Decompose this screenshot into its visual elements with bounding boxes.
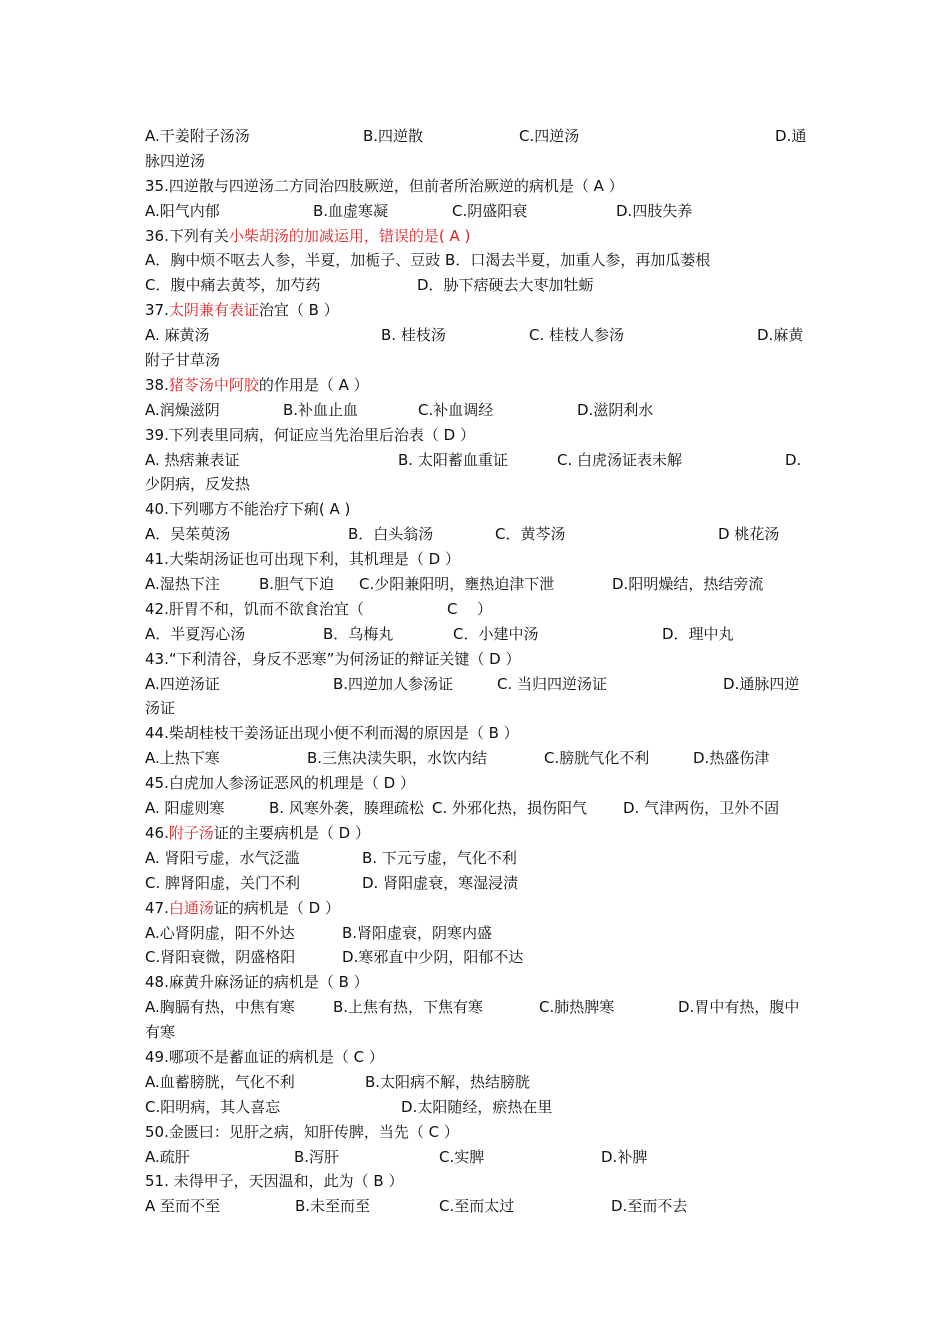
answer-option: D.太阳随经，瘀热在里 [401,1097,553,1116]
answer-option: A.上热下寒 [145,749,220,768]
answer-option: C. 桂枝人参汤 [529,326,625,345]
answer-option: C. 当归四逆汤证 [497,674,608,693]
answer-option: C.肺热脾寒 [539,998,615,1017]
answer-option: A.干姜附子汤汤 [145,127,250,145]
answer-option: B.四逆加人参汤证 [333,674,454,693]
line-text: 37. [145,301,169,320]
line-text: 51. 未得甲子，天因温和，此为（ B ） [145,1172,404,1191]
answer-option: A.胸膈有热，中焦有寒 [145,998,295,1017]
text-line [145,423,810,448]
answer-option: D.胃中有热，腹中 [678,998,800,1017]
answer-option: D 桃花汤 [718,525,780,544]
text-line [145,1070,810,1095]
line-text: 证的主要病机是（ D ） [213,823,370,842]
text-line [145,896,810,921]
line-text: 46. [145,823,169,842]
answer-option: B.太阳病不解，热结膀胱 [365,1072,531,1091]
question-line [145,298,339,323]
text-line [145,746,810,771]
answer-option: B. 下元亏虚，气化不利 [362,848,517,867]
answer-option: C.补血调经 [418,400,494,419]
answer-option: C.实脾 [439,1147,485,1166]
highlighted-text: 白通汤 [168,898,214,917]
text-line [145,921,810,946]
answer-option: B. 太阳蓄血重证 [398,450,508,469]
answer-option: C.阳明病，其人喜忘 [145,1097,281,1116]
answer-option: A.湿热下注 [145,575,220,594]
answer-option: D．胁下痞硬去大枣加牡蛎 [417,276,594,295]
text-line [145,970,810,995]
question-line [145,224,470,249]
answer-option: D. [785,450,802,469]
line-text: 40.下列哪方不能治疗下痢( A ) [145,500,351,519]
line-text: 证的病机是（ D ） [213,898,340,917]
text-line [145,373,810,398]
answer-option: C．腹中痛去黄芩，加芍药 [145,276,321,295]
answer-option: A. 肾阳亏虚，水气泛滥 [145,848,300,867]
answer-option: A.四逆汤证 [145,674,220,693]
text-line [145,248,810,273]
answer-option: C.肾阳衰微，阴盛格阳 [145,948,296,967]
answer-option: 42.肝胃不和，饥而不欲食治宜（ [145,599,364,618]
text-line [145,696,810,721]
text-line [145,149,810,174]
answer-option: D.寒邪直中少阴，阳郁不达 [342,948,524,967]
answer-option: B.上焦有热，下焦有寒 [333,998,484,1017]
line-text: 41.大柴胡汤证也可出现下利，其机理是（ D ） [145,550,460,569]
answer-option: D. 气津两伤，卫外不固 [623,799,780,818]
highlighted-text: 太阴兼有表证 [168,301,259,320]
answer-option: C. 脾肾阳虚，关门不利 [145,873,301,892]
answer-option: D.热盛伤津 [693,749,770,768]
answer-option: B.未至而至 [295,1197,371,1216]
answer-option: C [447,599,458,618]
text-line [145,572,810,597]
text-line [145,647,810,672]
answer-option: D.通脉四逆 [723,674,800,693]
answer-option: A. 麻黄汤 [145,326,210,345]
text-line [145,174,810,199]
answer-option: A. 热痞兼表证 [145,450,240,469]
answer-option: B.补血止血 [283,400,359,419]
highlighted-text: 小柴胡汤的加减运用，错误的是( A ) [228,226,471,245]
text-line [145,597,810,622]
answer-option: D.阳明燥结，热结旁流 [612,575,764,594]
text-line [145,721,810,746]
answer-option: C.至而太过 [439,1197,515,1216]
answer-option: C. 白虎汤证表未解 [557,450,683,469]
line-text: 35.四逆散与四逆汤二方同治四肢厥逆，但前者所治厥逆的病机是（ A ） [145,176,624,195]
answer-option: B.血虚寒凝 [313,201,389,220]
question-line [145,896,340,921]
line-text: 脉四逆汤 [145,151,206,170]
answer-option: D.四肢失养 [616,201,693,220]
line-text: 39.下列表里同病，何证应当先治里后治表（ D ） [145,425,475,444]
line-text: A．胸中烦不呕去人参，半夏，加栀子、豆豉 B．口渴去半夏，加重人参，再加瓜蒌根 [145,251,711,270]
text-line [145,273,810,298]
text-line [145,1120,810,1145]
text-line [145,323,810,348]
answer-option: B．乌梅丸 [323,624,394,643]
line-text: 47. [145,898,169,917]
text-line [145,1194,810,1219]
answer-option: A 至而不至 [145,1197,221,1216]
answer-option: ） [477,599,493,618]
text-line [145,1095,810,1120]
text-line [145,995,810,1020]
line-text: 少阴病，反发热 [145,475,251,494]
line-text: 49.哪项不是蓄血证的病机是（ C ） [145,1047,384,1066]
text-line [145,199,810,224]
line-text: 36.下列有关 [145,226,229,245]
text-line [145,1020,810,1045]
text-line [145,1169,810,1194]
answer-option: B.三焦决渎失职，水饮内结 [307,749,488,768]
answer-option: A.阳气内郁 [145,201,220,220]
answer-option: A.血蓄膀胱，气化不利 [145,1072,295,1091]
answer-option: C.少阳兼阳明，壅热迫津下泄 [359,575,555,594]
answer-option: B．白头翁汤 [348,525,434,544]
answer-option: C.膀胱气化不利 [544,749,650,768]
answer-option: B.泻肝 [294,1147,340,1166]
line-text: 44.柴胡桂枝干姜汤证出现小便不利而渴的原因是（ B ） [145,724,519,743]
line-text: 48.麻黄升麻汤证的病机是（ B ） [145,973,369,992]
text-line [145,771,810,796]
line-text: 治宜（ B ） [258,301,339,320]
text-line [145,846,810,871]
line-text: 汤证 [145,699,176,718]
answer-option: C.阴盛阳衰 [452,201,528,220]
text-line [145,796,810,821]
text-line [145,448,810,473]
answer-option: B.四逆散 [363,127,424,145]
line-text: 45.白虎加人参汤证恶风的机理是（ D ） [145,774,415,793]
answer-option: B.肾阳虚衰，阴寒内盛 [342,923,493,942]
answer-option: D.至而不去 [611,1197,688,1216]
text-line [145,124,810,149]
text-line [145,1145,810,1170]
text-line [145,348,810,373]
line-text: 有寒 [145,1023,176,1042]
text-line [145,945,810,970]
answer-option: D.滋阴利水 [577,400,654,419]
line-text: 50.金匮曰：见肝之病，知肝传脾，当先（ C ） [145,1122,459,1141]
text-line [145,672,810,697]
answer-option: B. 桂枝汤 [381,326,446,345]
line-text: 38. [145,375,169,394]
text-line [145,871,810,896]
answer-option: D．理中丸 [662,624,734,643]
text-line [145,1045,810,1070]
answer-option: A.润燥滋阴 [145,400,220,419]
text-line [145,398,810,423]
answer-option: C.四逆汤 [519,127,580,145]
text-line [145,298,810,323]
answer-option: A．半夏泻心汤 [145,624,246,643]
answer-option: D.麻黄 [757,326,804,345]
text-line [145,224,810,249]
answer-option: A.疏肝 [145,1147,190,1166]
answer-option: D. 肾阳虚衰，寒湿浸渍 [362,873,519,892]
answer-option: C. 外邪化热，损伤阳气 [432,799,588,818]
question-line [145,373,369,398]
answer-option: A.心肾阴虚，阳不外达 [145,923,295,942]
answer-option: A. 阳虚则寒 [145,799,225,818]
text-line [145,622,810,647]
answer-option: D.补脾 [601,1147,648,1166]
line-text: 43.“下利清谷，身反不恶寒”为何汤证的辩证关键（ D ） [145,649,521,668]
answer-option: A．吴茱萸汤 [145,525,231,544]
answer-option: C．小建中汤 [453,624,539,643]
answer-option: C．黄芩汤 [495,525,566,544]
question-line [145,821,370,846]
answer-option: D.通 [775,127,807,145]
highlighted-text: 附子汤 [168,823,214,842]
highlighted-text: 猪苓汤中阿胶 [168,375,259,394]
line-text: 的作用是（ A ） [258,375,369,394]
line-text: 附子甘草汤 [145,351,221,370]
text-line [145,821,810,846]
text-line [145,472,810,497]
text-line [145,497,810,522]
answer-option: B. 风寒外袭，腠理疏松 [269,799,424,818]
text-line [145,547,810,572]
answer-option: B.胆气下迫 [259,575,335,594]
document-page [145,124,810,1219]
text-line [145,522,810,547]
